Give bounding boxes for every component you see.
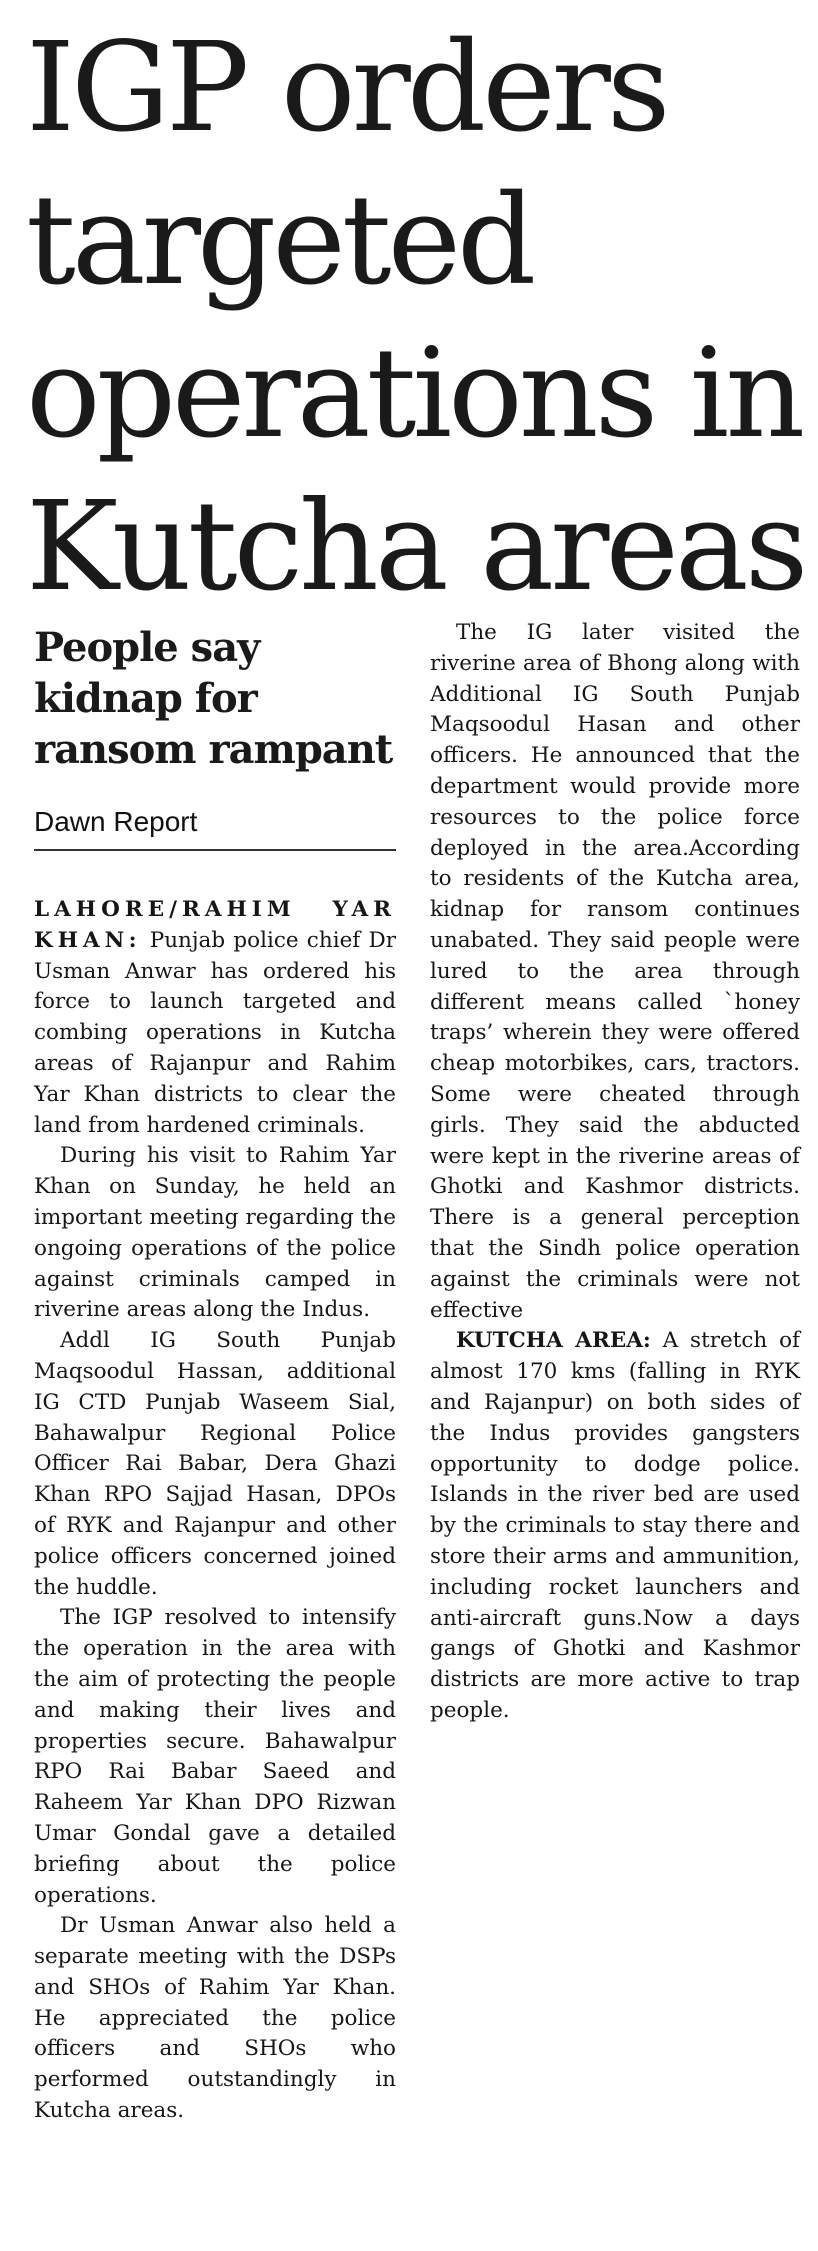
article-paragraph: During his visit to Rahim Yar Khan on Sunday, he held an important meeting regarding the ongoing operations of the police against criminals camped in riverine areas along the Indus. — [34, 1143, 396, 1323]
headline-line: operations in — [26, 322, 802, 466]
article-paragraph: The IGP resolved to intensify the operation in the area with the aim of protecting the people and making their lives and properties secure. Bahawalpur RPO Rai Babar Saeed and Raheem Yar Khan DPO Rizwan Umar Gondal gave a detailed briefing about the police operations. — [34, 1605, 396, 1908]
article-body-left — [34, 895, 396, 2127]
article-column-right — [430, 618, 800, 1727]
article-paragraph — [430, 1326, 800, 1726]
article-paragraph — [34, 895, 396, 1141]
headline-line: Kutcha areas — [26, 475, 805, 619]
byline: Dawn Report — [34, 803, 396, 851]
article-paragraph: The IG later visited the riverine area of Bhong along with Additional IG South Punjab Maqsoodul Hasan and other officers. He announced that the department would provide more resources to the police force deployed in the area.According to residents of the Kutcha area, kidnap for ransom continues unabated. They said people were lured to the area through different means called `honey traps’ wherein they were offered cheap motorbikes, cars, tractors. Some were cheated through girls. They said the abducted were kept in the riverine areas of Ghotki and Kashmor districts. There is a general perception that the Sindh police operation against the criminals were not effective — [430, 620, 800, 1323]
article-paragraph: Dr Usman Anwar also held a separate meeting with the DSPs and SHOs of Rahim Yar Khan. He appreciated the police officers and SHOs who performed outstandingly in Kutcha areas. — [34, 1913, 396, 2124]
article-body-right — [430, 618, 800, 1727]
subheadline — [34, 622, 396, 775]
paragraph-text: Punjab police chief Dr Usman Anwar has ordered his force to launch targeted and combing operations in Kutcha areas of Rajanpur and Rahim Yar Khan districts to clear the land from hardened criminals. — [34, 927, 396, 1138]
subheadline-line: ransom rampant — [34, 726, 393, 773]
article-paragraph: Addl IG South Punjab Maqsoodul Hassan, additional IG CTD Punjab Waseem Sial, Bahawalpur Regional Police Officer Rai Babar, Dera Ghazi Khan RPO Sajjad Hasan, DPOs of RYK and Rajanpur and other police officers concerned joined the huddle. — [34, 1328, 396, 1600]
subheadline-line: kidnap for — [34, 675, 257, 722]
headline-line: targeted — [26, 169, 533, 313]
headline — [26, 12, 806, 624]
section-kicker: KUTCHA AREA: — [456, 1328, 651, 1354]
dateline: LAHORE/RAHIM YAR KHAN: — [34, 897, 396, 953]
headline-line: IGP orders — [26, 16, 667, 160]
article-column-left — [34, 622, 396, 2127]
paragraph-text: A stretch of almost 170 kms (falling in RYK and Rajanpur) on both sides of the Indus provides gangsters opportunity to dodge police. Islands in the river bed are used by the criminals to stay there and store their arms and ammunition, including rocket launchers and anti-aircraft guns.Now a days gangs of Ghotki and Kashmor districts are more active to trap people. — [430, 1328, 800, 1723]
subheadline-line: People say — [34, 624, 260, 671]
